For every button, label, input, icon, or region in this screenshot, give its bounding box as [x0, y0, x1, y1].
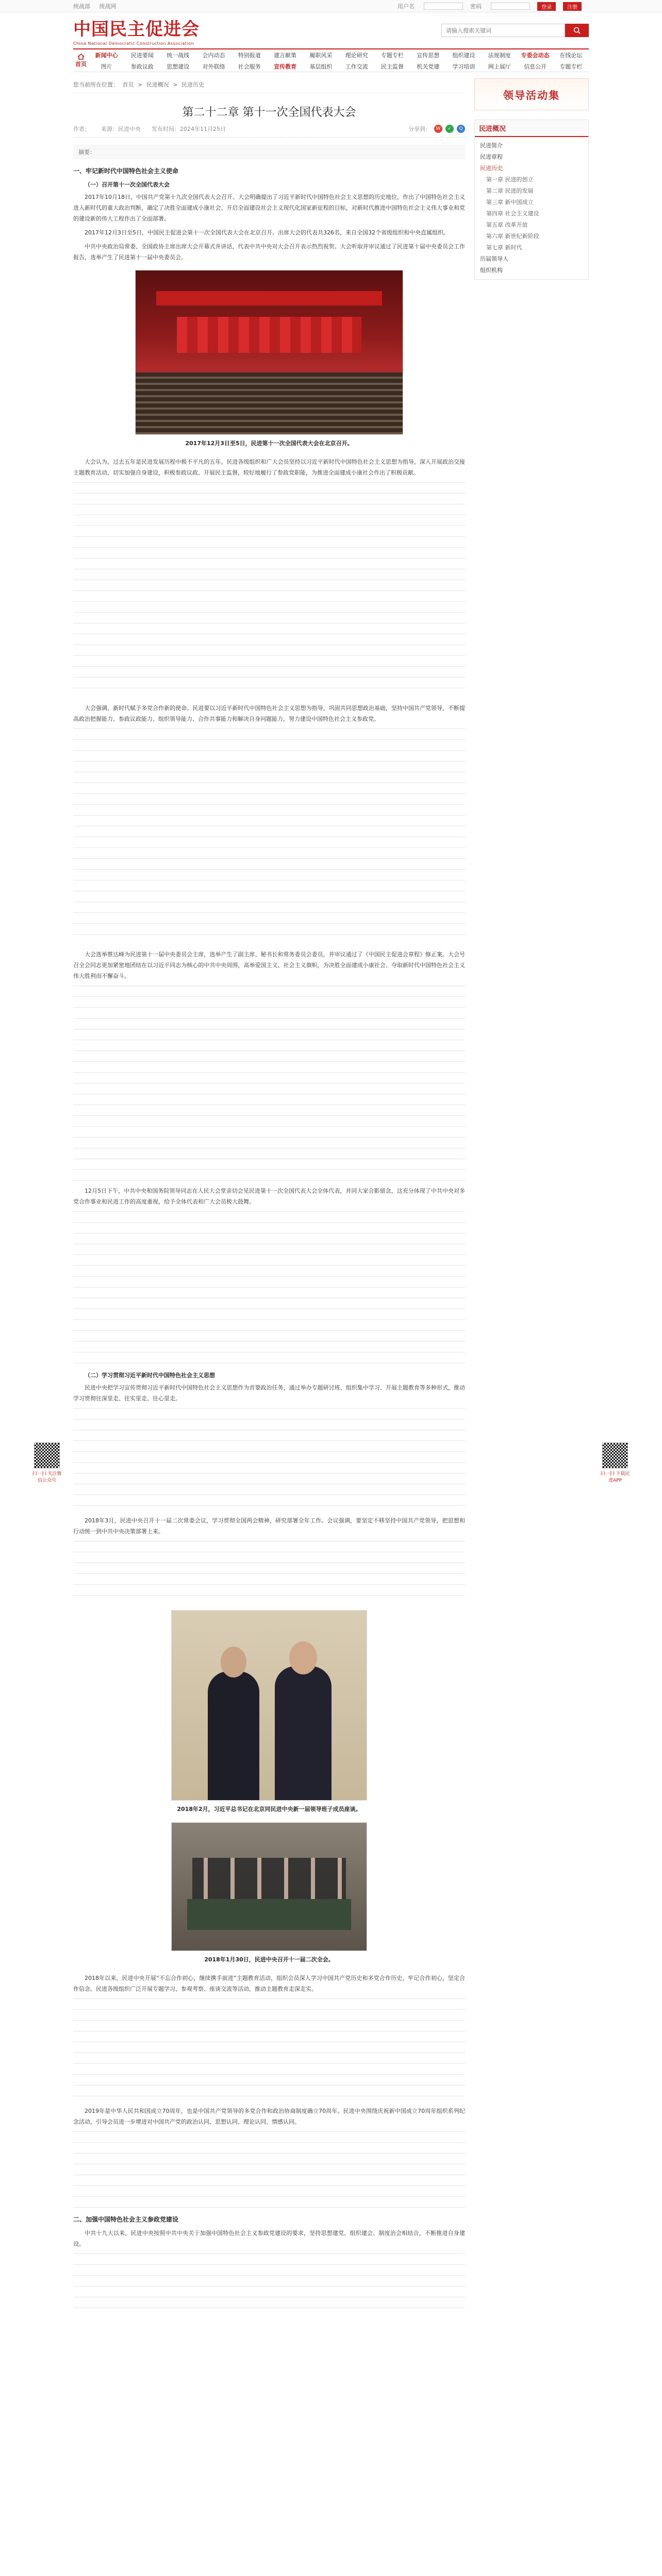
- main-layout: [32, 72, 630, 2319]
- sidebar-menu: [474, 120, 589, 280]
- paragraph: 12月5日下午，中共中央和国务院领导同志在人民大会堂亲切会见民进第十一次全国代表大会全体代表，并同大家合影留念，这充分体现了中共中央对多党合作事业和民进工作的高度重视，给予全体代表和广大会员极大鼓舞。: [73, 1188, 465, 1205]
- body-text-block: [73, 482, 465, 699]
- nav-item[interactable]: 民进要闻: [130, 52, 154, 59]
- nav-item[interactable]: 履职风采: [309, 52, 333, 59]
- sidebar-item[interactable]: 民进简介: [480, 142, 503, 149]
- photo-figure: [208, 1671, 259, 1800]
- login-button[interactable]: 登录: [537, 2, 556, 11]
- body-text-block: [73, 1408, 465, 1511]
- nav-item[interactable]: 民主监督: [380, 63, 404, 70]
- body-text-block: [73, 1998, 465, 2102]
- source-label: 来源：民进中央: [101, 126, 141, 132]
- body-text-block: [73, 1211, 465, 1366]
- nav-item[interactable]: 宣传教育: [274, 63, 297, 70]
- nav-item[interactable]: 法规制度: [488, 52, 511, 59]
- topbar-link[interactable]: 统战网: [99, 3, 117, 10]
- photo-banner: [156, 291, 382, 306]
- author-label: 作者：: [73, 126, 90, 132]
- nav-home[interactable]: [73, 49, 89, 72]
- breadcrumb: [73, 78, 465, 93]
- qr-wechat[interactable]: [32, 1443, 62, 1483]
- sidebar-item[interactable]: 第七章 新时代: [486, 244, 522, 251]
- username-field[interactable]: [424, 3, 463, 10]
- nav-grid: [89, 49, 589, 72]
- nav-item[interactable]: 对外联络: [202, 63, 225, 70]
- photo-flags: [177, 317, 361, 353]
- body-text-block: [73, 986, 465, 1181]
- breadcrumb-link[interactable]: 民进历史: [181, 81, 204, 88]
- nav-item[interactable]: 组织建设: [452, 52, 475, 59]
- body-text-block: [73, 2253, 465, 2315]
- sidebar-list: [475, 137, 588, 279]
- photo-audience: [136, 372, 403, 434]
- sidebar-item[interactable]: 历届领导人: [480, 256, 508, 262]
- subsection-heading: （二）学习贯彻习近平新时代中国特色社会主义思想: [85, 1372, 215, 1379]
- article-column: [73, 78, 465, 2319]
- qzone-icon[interactable]: Q: [457, 125, 465, 133]
- paragraph: 大会强调，新时代赋予多党合作新的使命。民进要以习近平新时代中国特色社会主义思想为指导，巩固共同思想政治基础，坚持中国共产党领导，不断提高政治把握能力、参政议政能力、组织领导能力、合作共事能力和解决自身问题能力，努力建设中国特色社会主义参政党。: [73, 705, 465, 722]
- nav-item[interactable]: 参政议政: [130, 63, 154, 70]
- breadcrumb-link[interactable]: 首页: [122, 81, 134, 88]
- topbar-link[interactable]: 统战部: [73, 3, 90, 10]
- search-input[interactable]: [441, 24, 565, 37]
- sidebar-item[interactable]: 组织机构: [480, 267, 503, 274]
- sidebar-item[interactable]: 民进章程: [480, 154, 503, 160]
- photo-table: [187, 1899, 351, 1930]
- nav-item[interactable]: 理论研究: [345, 52, 368, 59]
- nav-item[interactable]: 工作交流: [345, 63, 368, 70]
- qr-code-icon: [34, 1443, 60, 1468]
- site-header: [73, 12, 589, 48]
- nav-item[interactable]: 专委会动态: [521, 52, 550, 59]
- qr-label: 扫一扫 关注微信公众号: [32, 1471, 62, 1483]
- breadcrumb-prefix: 您当前所在位置：: [73, 81, 119, 88]
- main-nav: [73, 48, 589, 72]
- nav-item[interactable]: 学习培训: [452, 63, 475, 70]
- paragraph: 民进中央把学习宣传贯彻习近平新时代中国特色社会主义思想作为首要政治任务，通过举办专题研讨班、组织集中学习、开展主题教育等多种形式，推动学习贯彻往深里走、往实里走、往心里走。: [73, 1384, 465, 1402]
- sidebar-item[interactable]: 第二章 民进的发展: [486, 188, 534, 194]
- photo-attendees: [192, 1858, 346, 1899]
- share-bar: [408, 125, 465, 133]
- nav-item[interactable]: 思想建设: [167, 63, 190, 70]
- password-field[interactable]: [491, 3, 530, 10]
- article-body: [73, 166, 465, 2315]
- sidebar-item[interactable]: 第四章 社会主义建设: [486, 210, 539, 217]
- section-heading: 一、牢记新时代中国特色社会主义使命: [73, 167, 179, 175]
- article-title: 第二十二章 第十一次全国代表大会: [182, 106, 356, 119]
- nav-item[interactable]: 专题专栏: [559, 63, 583, 70]
- nav-item[interactable]: 统一战线: [167, 52, 190, 59]
- leader-activities-banner[interactable]: [474, 78, 589, 110]
- wechat-icon[interactable]: ✓: [445, 125, 454, 133]
- breadcrumb-sep: >: [138, 81, 143, 88]
- qr-label: 扫一扫 下载民进APP: [600, 1471, 630, 1483]
- search-bar: [441, 24, 589, 37]
- paragraph: 中共十九大以来，民进中央按照中共中央关于加强中国特色社会主义参政党建设的要求，坚持思想建党、组织建会、制度治会相结合，不断推进自身建设。: [73, 2230, 465, 2247]
- photo-figure-head: [221, 1647, 246, 1677]
- paragraph: 大会认为，过去五年是民进发展历程中极不平凡的五年。民进各级组织和广大会员坚持以习近平新时代中国特色社会主义思想为指导，深入开展政治交接主题教育活动，切实加强自身建设，积极参政议政、开展民主监督，较好地履行了参政党职能，为推进全面建成小康社会作出了积极贡献。: [73, 459, 465, 476]
- nav-item[interactable]: 宣传思想: [417, 52, 440, 59]
- home-icon: [77, 54, 85, 60]
- sidebar-title: 民进概况: [475, 120, 588, 137]
- sidebar-item[interactable]: 第六章 新世纪新阶段: [486, 233, 539, 240]
- nav-item[interactable]: 基层组织: [309, 63, 333, 70]
- body-text-block: [73, 728, 465, 945]
- nav-item[interactable]: 社会服务: [238, 63, 261, 70]
- sidebar-item[interactable]: 第五章 改革开放: [486, 222, 528, 228]
- qr-code-icon: [602, 1443, 628, 1468]
- paragraph: 2019年是中华人民共和国成立70周年，也是中国共产党领导的多党合作和政治协商制度确立70周年。民进中央围绕庆祝新中国成立70周年组织系列纪念活动，引导会员进一步增进对中国共产党的政治认同、思想认同、理论认同、情感认同。: [73, 2108, 465, 2125]
- nav-item[interactable]: 特别报道: [238, 52, 261, 59]
- username-label: 用户名: [398, 3, 415, 10]
- nav-item[interactable]: 信息公开: [524, 63, 547, 70]
- paragraph: 2017年10月18日，中国共产党第十九次全国代表大会召开。大会明确提出了习近平新时代中国特色社会主义思想的历史地位，作出了中国特色社会主义进入新时代的重大政治判断，确定了决胜全面建成小康社会、开启全面建设社会主义现代化国家新征程的目标，对新时代推进中国特色社会主义伟大事业和党的建设新的伟大工程作出了全面部署。: [73, 194, 465, 222]
- photo-figure: [275, 1666, 332, 1800]
- register-button[interactable]: 注册: [563, 2, 582, 11]
- nav-item[interactable]: 专题专栏: [380, 52, 404, 59]
- logo-subtitle: China National Democratic Construction Association: [73, 41, 194, 46]
- share-label: 分享到：: [408, 126, 431, 132]
- nav-home-label: 首页: [75, 60, 87, 67]
- paragraph: 大会选举蔡达峰为民进第十一届中央委员会主席，选举产生了副主席、秘书长和常务委员会委员，并审议通过了《中国民主促进会章程》修正案。大会号召全会同志更加紧密地团结在以习近平同志为核心的中共中央周围，高举爱国主义、社会主义旗帜，为决胜全面建成小康社会、夺取新时代中国特色社会主义伟大胜利而不懈奋斗。: [73, 951, 465, 979]
- breadcrumb-link[interactable]: 民进概况: [146, 81, 169, 88]
- search-icon: [573, 27, 581, 34]
- nav-item[interactable]: 在线论坛: [559, 52, 583, 59]
- nav-item[interactable]: 机关党建: [417, 63, 440, 70]
- photo-congress-hall: [135, 270, 403, 435]
- photo-figure-head: [289, 1641, 317, 1674]
- publish-time: 发布时间：2024年11月25日: [151, 126, 226, 132]
- search-button[interactable]: [565, 24, 589, 37]
- sidebar: [474, 78, 589, 2319]
- qr-app[interactable]: [600, 1443, 630, 1483]
- paragraph: 2018年以来，民进中央开展“不忘合作初心，继续携手前进”主题教育活动，组织会员深入学习中国共产党历史和多党合作历史，牢记合作初心，坚定合作信念。民进各级组织广泛开展专题学习、参观考察、座谈交流等活动，推动主题教育走深走实。: [73, 1975, 465, 1992]
- photo-plenary-session: [171, 1822, 367, 1951]
- nav-item[interactable]: 建言献策: [274, 52, 297, 59]
- sidebar-item[interactable]: 民进历史: [480, 165, 503, 172]
- nav-item[interactable]: 新闻中心: [95, 52, 118, 59]
- site-logo[interactable]: [73, 15, 200, 46]
- paragraph: 2018年3月，民进中央召开十一届二次常委会议，学习贯彻全国两会精神，研究部署全年工作。会议强调，要坚定不移坚持中国共产党领导，把思想和行动统一到中共中央决策部署上来。: [73, 1517, 465, 1535]
- weibo-icon[interactable]: W: [434, 125, 442, 133]
- promo-label: 领导活动集: [503, 89, 560, 101]
- paragraph: 2017年12月3日至5日，中国民主促进会第十一次全国代表大会在北京召开。出席大会的代表共326名，来自全国32个省级组织和中央直属组织。: [85, 229, 449, 236]
- photo-caption: 2018年1月30日，民进中央召开十一届二次全会。: [204, 1956, 334, 1963]
- logo-text: 中国民主促进会: [73, 19, 200, 40]
- sidebar-item[interactable]: 第一章 民进的创立: [486, 176, 534, 183]
- subsection-heading: （一）召开第十一次全国代表大会: [85, 181, 170, 188]
- nav-item[interactable]: 会内动态: [202, 52, 225, 59]
- photo-caption: 2018年2月，习近平总书记在北京同民进中央新一届领导班子成员座谈。: [177, 1806, 361, 1812]
- article-meta: [73, 125, 465, 138]
- photo-caption: 2017年12月3日至5日，民进第十一次全国代表大会在北京召开。: [185, 440, 353, 447]
- top-utility-bar: [0, 0, 662, 12]
- sidebar-item[interactable]: 第三章 新中国成立: [486, 199, 534, 206]
- body-text-block: [73, 1541, 465, 1603]
- body-text-block: [73, 2131, 465, 2209]
- paragraph: 中共中央政治局常委、全国政协主席出席大会开幕式并讲话，代表中共中央对大会召开表示热烈祝贺。大会听取并审议通过了民进第十届中央委员会工作报告，选举产生了民进第十一届中央委员会。: [73, 243, 465, 261]
- breadcrumb-sep: >: [173, 81, 178, 88]
- nav-item[interactable]: 网上展厅: [488, 63, 511, 70]
- article-abstract: 摘要：: [73, 145, 465, 159]
- password-label: 密码: [470, 3, 482, 10]
- photo-meeting-two-leaders: [171, 1610, 367, 1801]
- section-heading: 二、加强中国特色社会主义参政党建设: [73, 2216, 179, 2223]
- nav-item[interactable]: 图片: [101, 63, 112, 70]
